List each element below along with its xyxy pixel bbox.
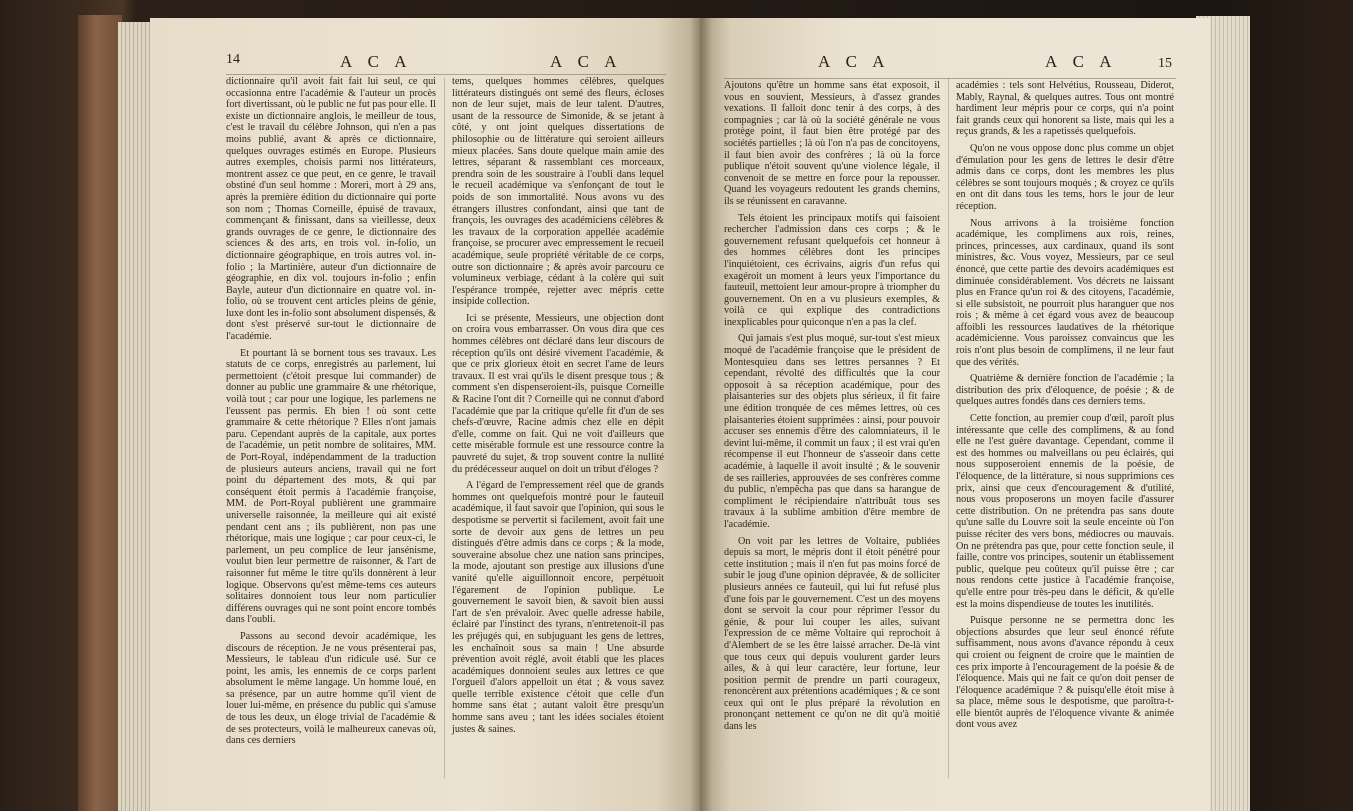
- header-rule: [724, 78, 1176, 79]
- paragraph: Puisque personne ne se permettra donc les objections absurdes que leur seul énoncé réfute suffisamment, nous avons d'avance répondu à ceux qui croient ou feignent de croire que le maintien de ces prix importe à l'encouragement de la poésie & de l'éloquence. Mais qui ne fait ce qu'on doit penser de l'éloquence académique ? & puisqu'elle étoit mise à sa place, même sous le despotisme, que paroîtra-t-elle bientôt auprès de l'éloquence vivante & animée dont vous avez: [956, 615, 1174, 731]
- paragraph: A l'égard de l'empressement réel que de grands hommes ont quelquefois montré pour le fauteuil académique, il faut savoir que l'opinion, qui sous le despotisme se pervertit si facilement, avoit fait une sorte de devoir aux gens de lettres un peu distingués d'être admis dans ce corps ; & la mode, souveraine absolue chez une nation sans principes, la mode, ajoutant son prestige aux illusions d'une vanité qu'elle aiguillonnoit encore, perpétuoit l'égarement de l'opinion publique. Le gouvernement le savoit bien, & savoit bien aussi l'art de s'en prévaloir. Avec quelle adresse habile, éclairé par l'instinct des tyrans, n'entretenoit-il pas les préjugés qui, en subjuguant les gens de lettres, les enchaînoit sous sa main ! Une absurde prévention avoit réglé, avoit établi que les places académiques donnoient seules aux lettres ce que l'orgueil d'alors appelloit un état ; & vous savez quelle terrible existence c'étoit que celle d'un homme sans état ; autant valoit être presqu'un homme sans aveu ; tant les idées sociales étoient justes & saines.: [452, 480, 664, 735]
- paragraph: Qu'on ne vous oppose donc plus comme un objet d'émulation pour les gens de lettres le desir d'être admis dans ce corps, dont les membres les plus célèbres se sont toujours moqués ; & croyez ce qu'ils en ont dit dans tous les tems, hors le jour de leur réception.: [956, 142, 1174, 212]
- header-rule: [226, 74, 666, 75]
- running-header-right: A C A: [550, 52, 623, 71]
- paragraph: Tels étoient les principaux motifs qui faisoient rechercher l'admission dans ces corps ; & le gouvernement refusant quelquefois cet honneur à des hommes célèbres dont les principes l'inquiétoient, ces écrivains, aigris d'un refus qui exagéroit un moment à leurs yeux l'importance du fauteuil, mettoient leur amour-propre à triompher du gouvernement. On en a vu plusieurs exemples, & voilà ce qui explique des contradictions inexplicables pour quiconque n'en a pas la clef.: [724, 212, 940, 328]
- text-column-2: [452, 76, 664, 735]
- column-divider: [948, 78, 949, 778]
- paragraph: dictionnaire qu'il avoit fait fait lui seul, ce qui occasionna entre l'académie & l'auteur un procès fort divertissant, où le public ne fut pas pour elle. Il existe un dictionnaire anglois, le meilleur de tous, c'est le travail du célèbre Johnson, qui n'en a pas moins publié, avant & après ce dictionnaire, quelques ouvrages estimés en Europe. Plusieurs autres exemples, choisis parmi nos littérateurs, montrent assez ce que peut, en ce genre, le travail obstiné d'un seul homme : Moreri, mort à 29 ans, après la première édition du dictionnaire qui porte son nom ; Thomas Corneille, épuisé de travaux, commençant & finissant, dans sa vieillesse, deux grands ouvrages de ce genre, le dictionnaire des sciences & des arts, en trois vol. in-folio, un dictionnaire géographique, en trois autres vol. in-folio ; la Martinière, auteur d'un dictionnaire de géographie, en dix vol. toujours in-folio ; enfin Bayle, auteur d'un dictionnaire en quatre vol. in-folio, où se trouvent cent articles pleins de génie, luxe dont les in-folio sont absolument dispensés, & dont s'est préservé sur-tout le dictionnaire de l'académie.: [226, 76, 436, 343]
- left-page: [150, 18, 700, 811]
- paragraph: Passons au second devoir académique, les discours de réception. Je ne vous présenterai pas, Messieurs, le tableau d'un ridicule usé. Sur ce point, les amis, les ennemis de ce corps parlent absolument le même langage. Un homme loué, en sa présence, par un autre homme qu'il vient de louer lui-même, en présence du public qui s'amuse de tous les deux, un éloge trivial de l'académie & de ses protecteurs, voilà le malheureux canevas où, dans ces derniers: [226, 630, 436, 747]
- running-header-left: A C A: [340, 52, 413, 71]
- column-divider: [444, 78, 445, 778]
- paragraph: On voit par les lettres de Voltaire, publiées depuis sa mort, le mépris dont il étoit pénétré pour cette institution ; mais il n'en fut pas moins forcé de subir le joug d'une opinion dépravée, & de solliciter plusieurs années ce fauteuil, qui lui fut refusé plus d'une fois par le gouvernement. C'est un des moyens dont se servoit la cour pour réprimer l'essor du génie, & pour lui couper les ailes, suivant l'expression de ce même Voltaire qui reprochoit à d'Alembert de se les être laissé arracher. De-là vint que tous ceux qui depuis voulurent garder leurs ailes, & à qui leur caractère, leur fortune, leur position permit de prendre un parti courageux, renoncèrent aux prétentions académiques ; & ce sont ceux qui ont le plus préparé la révolution en prononçant nettement ce qu'on ne dit qu'à moitié dans les: [724, 535, 940, 733]
- text-column-1: [724, 80, 940, 733]
- page-number: 14: [226, 52, 240, 67]
- paragraph: Quatrième & dernière fonction de l'académie ; la distribution des prix d'éloquence, de poésie ; & de quelques autres fondés dans ces derniers tems.: [956, 373, 1174, 408]
- paragraph: Ajoutons qu'être un homme sans état exposoit, il vous en souvient, Messieurs, à d'assez grandes vexations. Il falloit donc tenir à des corps, à des compagnies ; car là où la société générale ne vous protège point, il faut bien être protégé par des sociétés partielles ; là où l'on n'a pas de concitoyens, il faut bien avoir des confrères ; là où la force publique n'étoit souvent qu'une violence légale, il convenoit de se mettre en force pour la repousser. Quand les voyageurs redoutent les grands chemins, ils se réunissent en caravanne.: [724, 80, 940, 207]
- text-column-2: [956, 80, 1174, 731]
- text-column-1: [226, 76, 436, 747]
- paragraph: Ici se présente, Messieurs, une objection dont on croira vous embarrasser. On vous dira que ces hommes célèbres ont déclaré dans leur discours de réception qu'ils ont désiré vivement l'académie, & que ce prix glorieux étoit en secret l'ame de leurs travaux. Il est vrai qu'ils le disent presque tous ; & comment s'en dispenseroient-ils, puisque Corneille & Racine l'ont dit ? Corneille qui ne connut d'abord l'académie que par la critique qu'elle fit d'un de ses chefs-d'œuvre, Racine admis chez elle en dépit d'elle, comme on fait. Qui ne voit d'ailleurs que cette misérable formule est une ressource contre la pauvreté du sujet, & trop souvent contre la nullité du prédécesseur auquel on doit un tribut d'éloges ?: [452, 312, 664, 475]
- paragraph: Qui jamais s'est plus moqué, sur-tout s'est mieux moqué de l'académie françoise que le président de Montesquieu dans ses lettres persannes ? Et cependant, révolté des difficultés que la cour opposoit à sa réception académique, pour des plaisanteries sur des objets plus sérieux, il fit faire une édition tronquée de ces mêmes lettres, où ces plaisanteries étoient supprimées : ainsi, pour pouvoir accuser ses ennemis d'être des calomniateurs, il le devint lui-même, il commit un faux ; il est vrai qu'en récompense il eut l'honneur de s'asseoir dans cette académie, à laquelle il avoit insulté ; & le souvenir de ses railleries, approuvées de ses confrères comme du public, n'empêcha pas que dans sa harangue de compliment le récipiendaire n'attribuât tous ses travaux à la sublime ambition d'être membre de l'académie.: [724, 333, 940, 530]
- right-page: [700, 18, 1210, 811]
- running-header-left: A C A: [818, 52, 891, 71]
- running-header-right: A C A: [1045, 52, 1118, 71]
- paragraph: tems, quelques hommes célèbres, quelques littérateurs distingués ont semé des fleurs, écloses non de leur sujet, mais de leur talent. D'autres, usant de la ressource de Simonide, & se jetant à côté, y ont joint quelques dissertations de philosophie ou de littérature qui seroient ailleurs mieux placées. Sans doute quelque main amie des lettres, séparant & rassemblant ces morceaux, prendra soin de les soustraire à l'oubli dans lequel le recueil académique va s'enfonçant de tout le poids de son immortalité. Nous avons vu des étrangers illustres confondant, ainsi que tant de françois, les ouvrages des académiciens célèbres & les travaux de la corporation appellée académie françoise, se procurer avec empressement le recueil académique, seule propriété véritable de ce corps, outre son dictionnaire ; & après avoir parcouru ce volumineux verbiage, cédant à la colère qui suit l'espérance trompée, rejetter avec mépris cette insipide collection.: [452, 76, 664, 308]
- paragraph: académies : tels sont Helvétius, Rousseau, Diderot, Mably, Raynal, & quelques autres. Tous ont montré hardiment leur mépris pour ce corps, qui n'a point fait grands ceux qui honorent sa liste, mais qui les a reçus grands, & les a rapetissés quelquefois.: [956, 80, 1174, 138]
- paragraph: Nous arrivons à la troisième fonction académique, les complimens aux rois, reines, princes, princesses, aux cardinaux, quand ils sont ministres, &c. Vous voyez, Messieurs, par ce seul énoncé, que cette partie des devoirs académiques est diminuée considérablement. Vos décrets ne laissant plus en France qu'un roi & des citoyens, l'académie, si elle subsistoit, ne pourroit plus haranguer que nos rois ; & même à cet égard vous avez de beaucoup affoibli les ressources laudatives de la rhétorique académicienne. Vous paroissez convaincus que les rois n'ont plus besoin de complimens, il ne leur faut que des vérités.: [956, 217, 1174, 368]
- book-cover-edge: [78, 15, 122, 811]
- paragraph: Cette fonction, au premier coup d'œil, paroît plus intéressante que celle des complimens, & au fond elle ne l'est guère davantage. Cependant, comme il est des hommes ou malveillans ou peu éclairés, qui nous supposeroient ennemis de la poésie, de l'éloquence, de la littérature, si nous supprimions ces prix, ainsi que ceux d'encouragement & d'utilité, nous vous proposerons un moyen facile d'assurer cette distribution. On ne prétendra pas sans doute qu'une salle du Louvre soit la seule enceinte où l'on puisse réciter des vers bons, médiocres ou mauvais. On ne prétendra pas que, pour cette fonction seule, il faille, contre vos principes, soutenir un établissement public, quelque peu coûteux qu'il puisse être ; car nous rendons cette justice à l'académie françoise, qu'elle entre pour très-peu dans le déficit, & qu'elle est la moins dispendieuse de toutes les inutilités.: [956, 413, 1174, 610]
- page-number: 15: [1158, 56, 1172, 71]
- paragraph: Et pourtant là se bornent tous ses travaux. Les statuts de ce corps, enregistrés au parlement, lui permettoient (c'étoit presque lui commander) de donner au public une grammaire & une rhétorique, voilà tout ; car pour une logique, les parlemens ne l'eussent pas permis. Eh bien ! où sont cette grammaire & cette rhétorique ? Elles n'ont jamais paru. Cependant auprès de la capitale, aux portes de l'académie, un petit nombre de solitaires, MM. de Port-Royal, indépendamment de la traduction de plusieurs auteurs anciens, travail qui ne fort point du département des mots, & qui par conséquent étoit permis à l'académie françoise, MM. de Port-Royal publièrent une grammaire universelle raisonnée, la meilleure qui ait existé pendant cent ans ; ils publièrent, non pas une rhétorique, mais une logique ; car pour ceux-ci, le parlement, un peu complice de leur jansénisme, voulut bien leur permettre de raisonner, & l'art de raisonner fut même le titre qu'ils donnèrent à leur logique. Observons qu'est même-tems ces auteurs solitaires donnoient tous leur nom particulier différens ouvrages qui ne sont point encore tombés dans l'oubli.: [226, 347, 436, 626]
- book-gutter: [690, 18, 712, 811]
